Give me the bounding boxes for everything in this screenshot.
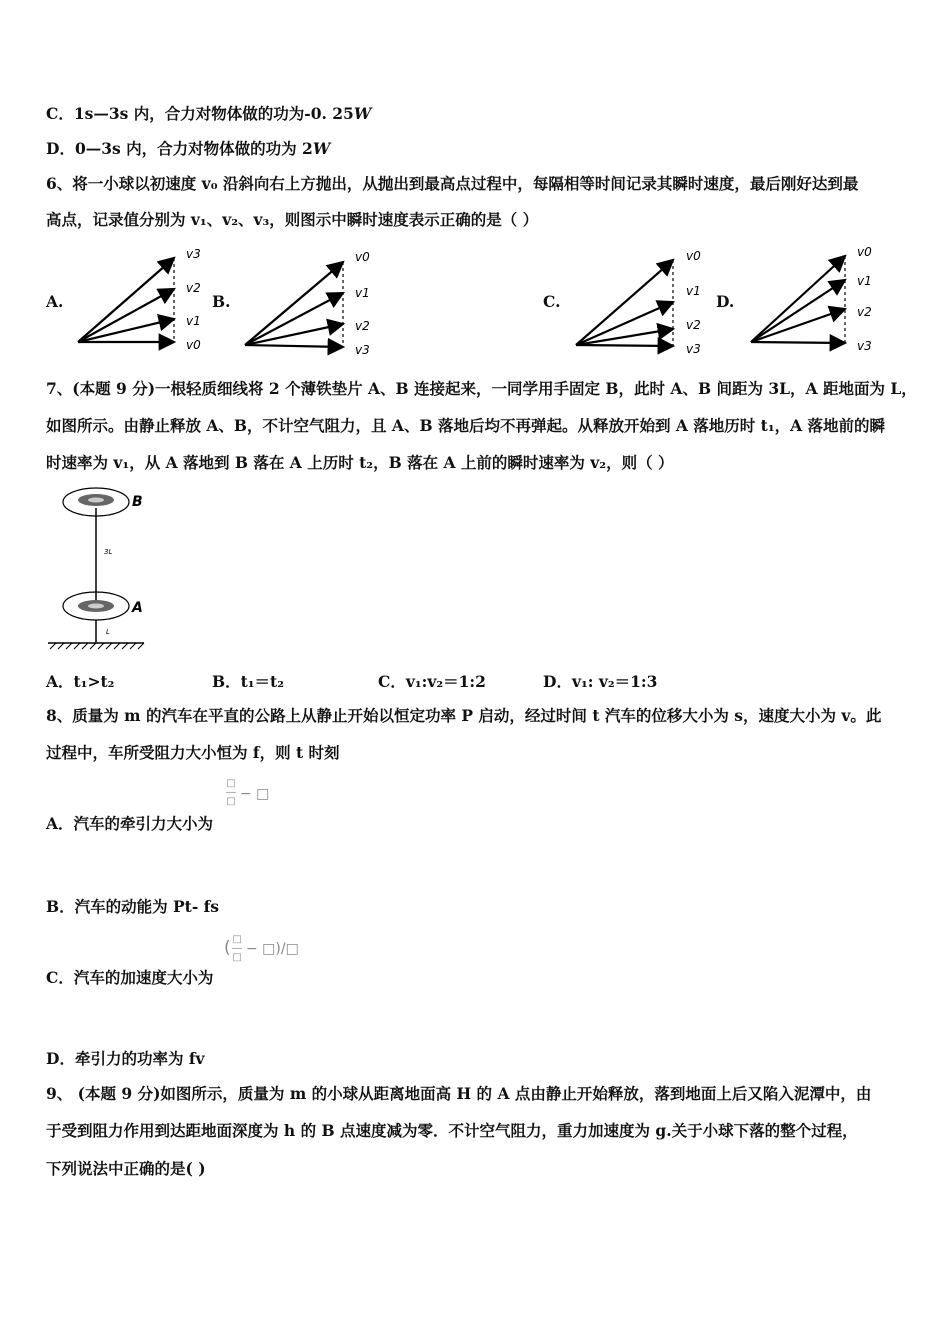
- q6-option-a-letter: A.: [46, 292, 64, 311]
- q7-figure: [40, 478, 170, 653]
- q6-b-label-0: v0: [355, 250, 370, 264]
- q5-option-d: D．0—3s 内，合力对物体做的功为 2W: [46, 139, 331, 158]
- q7-stem-line1: 7、(本题 9 分)一根轻质细线将 2 个薄铁垫片 A、B 连接起来，一同学用手固定 B，此时 A、B 间距为 3L，A 距地面为 L，: [46, 379, 917, 398]
- q6-stem-line2: 高点，记录值分别为 v₁、v₂、v₃，则图示中瞬时速度表示正确的是（ ）: [46, 210, 539, 229]
- q9-stem-line1: 9、 (本题 9 分)如图所示，质量为 m 的小球从距离地面高 H 的 A 点由静止开始释放，落到地面上后又陷入泥潭中，由: [46, 1084, 872, 1103]
- q6-b-label-2: v2: [355, 319, 370, 333]
- q7-option-a: A．t₁>t₂: [46, 672, 115, 691]
- q6-d-label-1: v1: [857, 274, 872, 288]
- q7-ground-label: L: [106, 628, 110, 636]
- q8-option-d: D．牵引力的功率为 fv: [46, 1049, 205, 1068]
- q6-option-d-letter: D.: [716, 292, 735, 311]
- q8-option-b: B．汽车的动能为 Pt- fs: [46, 897, 220, 916]
- q6-d-label-3: v3: [857, 339, 872, 353]
- q8-stem-line2: 过程中，车所受阻力大小恒为 f，则 t 时刻: [46, 743, 340, 762]
- q7-option-d: D．v₁: v₂＝1:3: [543, 672, 658, 691]
- q6-d-label-0: v0: [857, 245, 872, 259]
- q6-c-label-2: v2: [686, 318, 701, 332]
- q7-label-a: A: [132, 600, 143, 616]
- q5-option-c: C．1s—3s 内，合力对物体做的功为-0. 25W: [46, 104, 372, 123]
- q6-a-label-3: v0: [186, 338, 201, 352]
- q7-stem-line2: 如图所示。由静止释放 A、B，不计空气阻力，且 A、B 落地后均不再弹起。从释放开始到 A 落地历时 t₁，A 落地前的瞬: [46, 416, 886, 435]
- q7-gap-label: 3L: [104, 548, 113, 556]
- q6-velocity-diagrams: [0, 240, 950, 360]
- q6-option-b-letter: B.: [212, 292, 231, 311]
- q7-option-b: B．t₁＝t₂: [212, 672, 284, 691]
- q6-diagram-a: [78, 258, 174, 342]
- q6-diagram-b: [245, 262, 343, 347]
- q6-b-label-1: v1: [355, 286, 370, 300]
- q6-a-label-1: v2: [186, 281, 201, 295]
- q6-option-c-letter: C.: [543, 292, 561, 311]
- q8-stem-line1: 8、质量为 m 的汽车在平直的公路上从静止开始以恒定功率 P 启动，经过时间 t 汽车的位移大小为 s，速度大小为 v。此: [46, 706, 882, 725]
- q8-formula-a: □ ― □: [226, 778, 236, 807]
- q7-option-c: C．v₁:v₂＝1:2: [378, 672, 486, 691]
- q8-option-a: A．汽车的牵引力大小为: [46, 814, 214, 833]
- q6-a-label-2: v1: [186, 314, 201, 328]
- q8-option-c: C．汽车的加速度大小为: [46, 968, 214, 987]
- q8-formula-c-tail: − □)/□: [246, 941, 299, 957]
- q6-d-label-2: v2: [857, 305, 872, 319]
- q8-formula-c-open: (: [224, 938, 231, 958]
- q7-label-b: B: [132, 494, 143, 510]
- q9-stem-line3: 下列说法中正确的是( ): [46, 1159, 206, 1178]
- q6-stem-line1: 6、将一小球以初速度 v₀ 沿斜向右上方抛出，从抛出到最高点过程中，每隔相等时间记录其瞬时速度，最后刚好达到最: [46, 174, 859, 193]
- q7-stem-line3: 时速率为 v₁，从 A 落地到 B 落在 A 上历时 t₂，B 落在 A 上前的瞬时速率为 v₂，则（ ）: [46, 453, 674, 472]
- q8-formula-a-tail: − □: [240, 786, 270, 802]
- q6-a-label-0: v3: [186, 247, 201, 261]
- q9-stem-line2: 于受到阻力作用到达距地面深度为 h 的 B 点速度减为零．不计空气阻力，重力加速度为 g.关于小球下落的整个过程，: [46, 1121, 858, 1140]
- q6-diagram-d: [751, 256, 845, 343]
- q6-b-label-3: v3: [355, 343, 370, 357]
- q6-c-label-3: v3: [686, 342, 701, 356]
- q6-diagram-c: [576, 260, 673, 346]
- q6-c-label-0: v0: [686, 249, 701, 263]
- q8-formula-c: □ ― □: [232, 934, 242, 963]
- q6-c-label-1: v1: [686, 284, 701, 298]
